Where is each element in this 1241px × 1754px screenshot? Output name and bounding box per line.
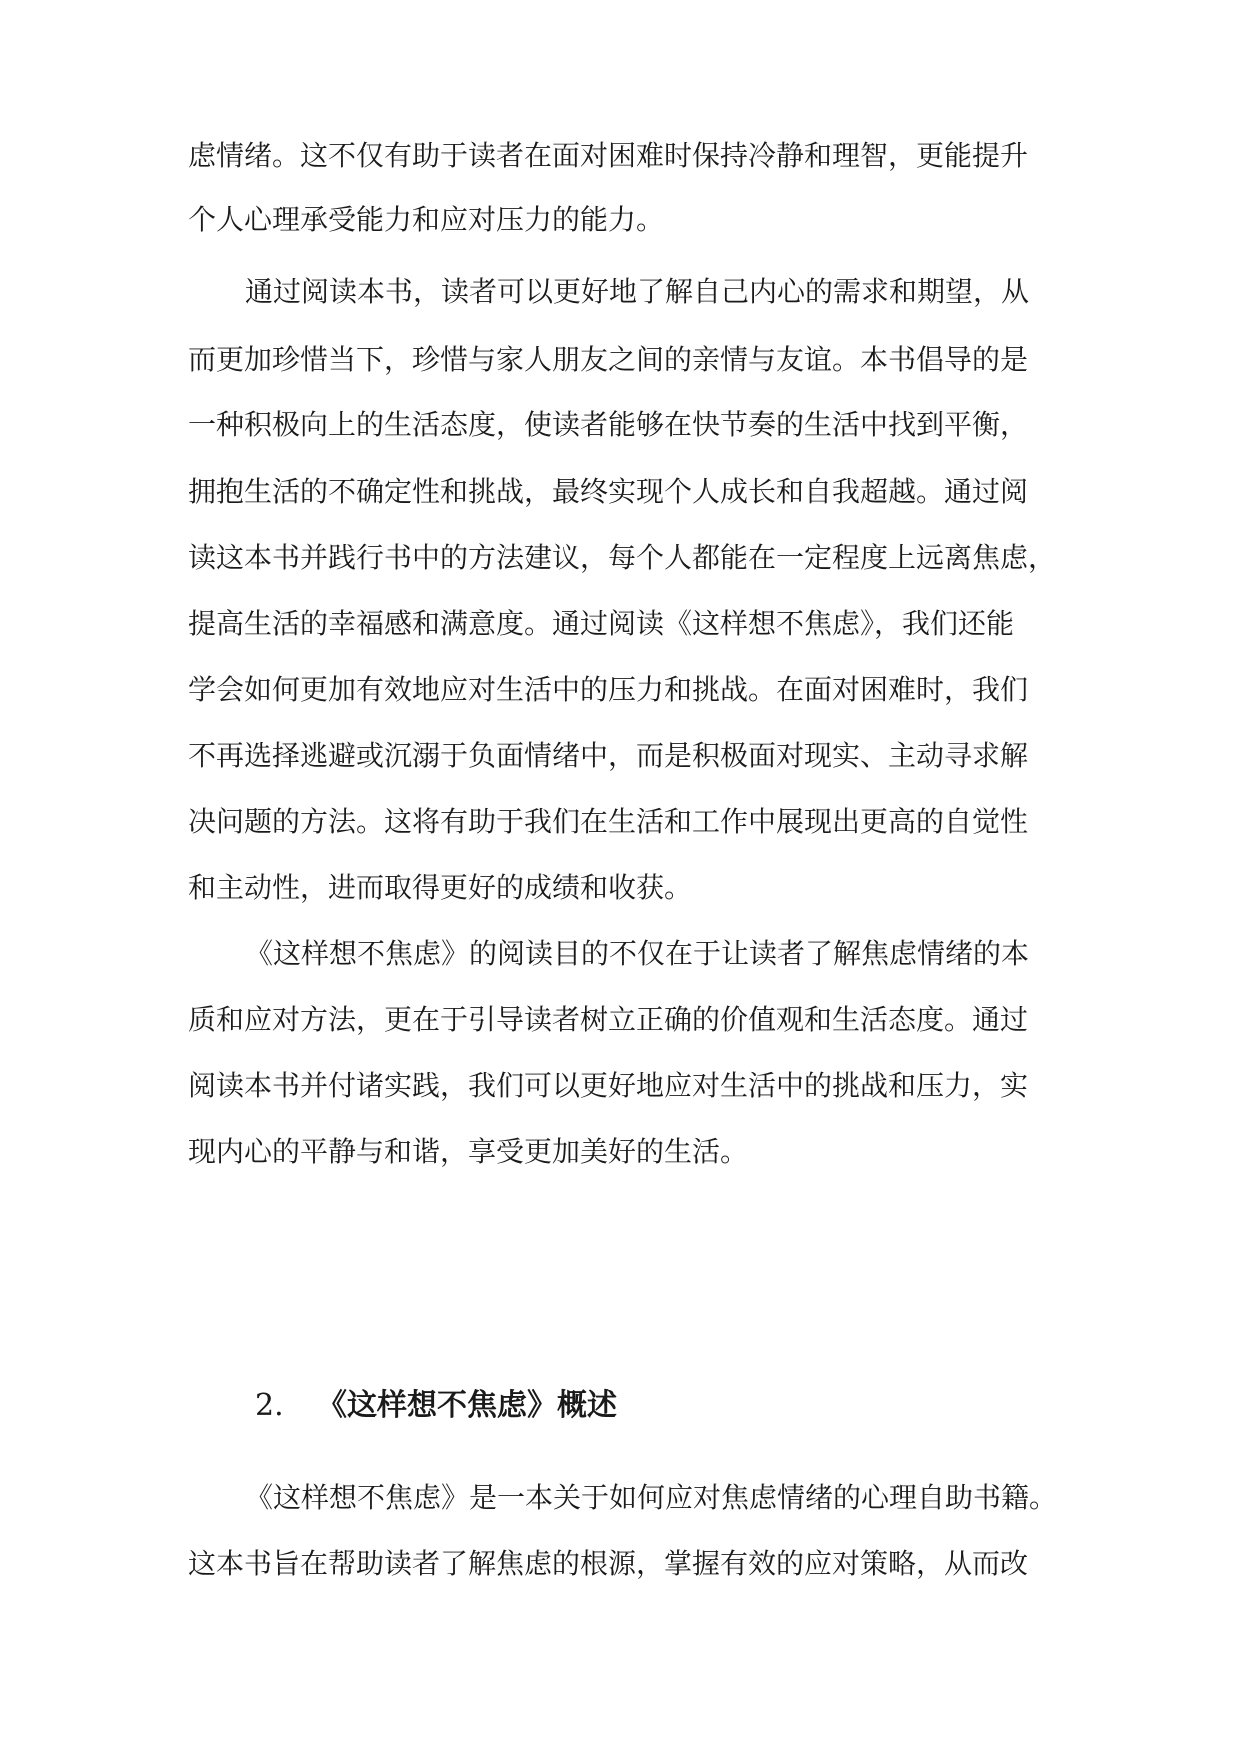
- section-number: 2.: [255, 1388, 284, 1423]
- section-heading: [255, 1381, 617, 1431]
- section-title: 《这样想不焦虑》概述: [317, 1388, 617, 1423]
- paragraph-line: 《这样想不焦虑》是一本关于如何应对焦虑情绪的心理自助书籍。: [245, 1481, 1058, 1514]
- paragraph-line: 《这样想不焦虑》的阅读目的不仅在于让读者了解焦虑情绪的本: [245, 937, 1030, 970]
- paragraph-line: 而更加珍惜当下，珍惜与家人朋友之间的亲情与友谊。本书倡导的是: [188, 343, 1029, 376]
- paragraph-line: 个人心理承受能力和应对压力的能力。: [188, 203, 665, 236]
- paragraph-line: 质和应对方法，更在于引导读者树立正确的价值观和生活态度。通过: [188, 1003, 1029, 1036]
- paragraph-line: 学会如何更加有效地应对生活中的压力和挑战。在面对困难时，我们: [188, 673, 1029, 706]
- paragraph-line: 阅读本书并付诸实践，我们可以更好地应对生活中的挑战和压力，实: [188, 1069, 1029, 1102]
- paragraph-line: 和主动性，进而取得更好的成绩和收获。: [188, 871, 693, 904]
- paragraph-line: 决问题的方法。这将有助于我们在生活和工作中展现出更高的自觉性: [188, 805, 1029, 838]
- paragraph-line: 现内心的平静与和谐，享受更加美好的生活。: [188, 1135, 749, 1168]
- paragraph-line: 一种积极向上的生活态度，使读者能够在快节奏的生活中找到平衡，: [188, 408, 1029, 441]
- paragraph-line: 通过阅读本书，读者可以更好地了解自己内心的需求和期望，从: [245, 275, 1030, 308]
- paragraph-line: 虑情绪。这不仅有助于读者在面对困难时保持冷静和理智，更能提升: [188, 139, 1029, 172]
- paragraph-line: 提高生活的幸福感和满意度。通过阅读《这样想不焦虑》，我们还能: [188, 607, 1015, 640]
- paragraph-line: 读这本书并践行书中的方法建议，每个人都能在一定程度上远离焦虑，: [188, 541, 1057, 574]
- paragraph-line: 这本书旨在帮助读者了解焦虑的根源，掌握有效的应对策略，从而改: [188, 1547, 1029, 1580]
- paragraph-line: 不再选择逃避或沉溺于负面情绪中，而是积极面对现实、主动寻求解: [188, 739, 1029, 772]
- paragraph-line: 拥抱生活的不确定性和挑战，最终实现个人成长和自我超越。通过阅: [188, 475, 1029, 508]
